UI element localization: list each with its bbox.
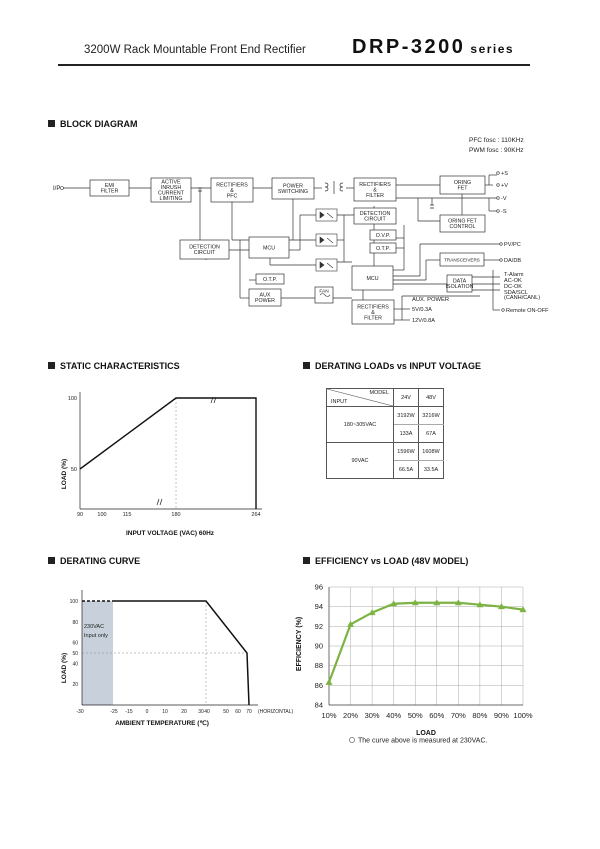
annotation-line2: Input only (84, 633, 108, 639)
block-label: ORING FET (448, 218, 477, 225)
x-tick-label: 70 (246, 709, 252, 715)
block-label: CURRENT (158, 190, 184, 197)
block-label: DATA (452, 278, 467, 285)
block-label: FILTER (100, 188, 119, 195)
derating-y-label: LOAD (%) (61, 652, 68, 684)
model-title (352, 36, 514, 59)
section-square-icon (303, 362, 310, 369)
x-tick-label: 115 (122, 512, 132, 518)
x-tick-label: -30 (76, 709, 84, 715)
amps-cell: 33.5A (419, 461, 444, 479)
x-tick-label: 30% (364, 711, 380, 720)
y-tick-label: 86 (314, 680, 323, 690)
efficiency-chart (290, 576, 540, 776)
block-label: O.T.P. (262, 276, 278, 283)
x-tick-label: 100% (513, 711, 533, 720)
block-label: MCU (366, 275, 379, 282)
static-characteristics-chart (0, 380, 300, 545)
x-tick-label: 20% (343, 711, 359, 720)
block-label: SWITCHING (277, 189, 309, 196)
block-label: EMI (104, 183, 115, 190)
y-tick-label: 90 (314, 641, 323, 651)
efficiency-title: EFFICIENCY vs LOAD (48V MODEL) (315, 556, 469, 566)
block-label: RECTIFIERS (359, 181, 391, 188)
x-axis-suffix: (HORIZONTAL) (258, 709, 294, 715)
derating-table (326, 388, 444, 479)
block-label: RECTIFIERS (216, 182, 248, 189)
x-tick-label: 0 (145, 709, 149, 715)
x-tick-label: 60 (235, 709, 241, 715)
watts-cell: 3216W (419, 407, 444, 425)
block-label: FAN (319, 289, 329, 295)
y-tick-label: 40 (72, 661, 78, 668)
watts-cell: 3192W (394, 407, 419, 425)
block-label: ACTIVE (161, 179, 181, 186)
output-terminal (497, 197, 500, 200)
static-x-label: INPUT VOLTAGE (VAC) 60Hz (125, 530, 215, 537)
output-label: AC-OK (504, 278, 522, 284)
output-label: -V (501, 196, 507, 202)
input-header: INPUT (331, 399, 348, 405)
annotation-line1: 230VAC (84, 624, 105, 630)
output-label: PV/PC (504, 242, 521, 248)
optocoupler-icons (316, 209, 337, 271)
model-series: series (470, 42, 515, 56)
x-tick-label: 50% (407, 711, 423, 720)
block-label: CONTROL (449, 224, 476, 231)
y-tick-label: 20 (72, 682, 78, 689)
output-label: +V (501, 183, 508, 189)
block-diagram-heading (48, 119, 138, 129)
table-row (327, 407, 444, 425)
block-label: DETECTION (189, 244, 220, 251)
x-tick-label: 80% (472, 711, 488, 720)
efficiency-y-label: EFFICIENCY (%) (296, 616, 303, 672)
section-square-icon (303, 557, 310, 564)
output-terminal (500, 259, 503, 262)
block-label: CIRCUIT (364, 216, 386, 223)
x-tick-label: 30 (198, 709, 204, 715)
block-diagram (0, 160, 600, 335)
section-square-icon (48, 120, 55, 127)
x-tick-label: 50 (223, 709, 229, 715)
y-tick-label: 96 (314, 582, 323, 592)
x-tick-label: 60% (429, 711, 445, 720)
efficiency-x-label: LOAD (416, 730, 436, 737)
block-label: TRANSCEIVERS (444, 257, 480, 263)
block-label: & (371, 309, 375, 316)
block-label: INRUSH (160, 185, 182, 192)
block-label: MCU (262, 245, 276, 252)
input-terminal-label: I/P (53, 186, 61, 192)
input-terminal (61, 187, 64, 190)
x-tick-label: 20 (181, 709, 187, 715)
output-label: +S (501, 171, 508, 177)
pwm-fosc: PWM fosc : 90KHz (469, 147, 524, 154)
derating-curve-heading (48, 556, 140, 566)
table-header-row (327, 389, 444, 407)
input-range-cell: 90VAC (327, 443, 394, 479)
y-tick-label: 88 (314, 661, 323, 671)
model-header: MODEL (369, 390, 389, 396)
x-tick-label: 90 (76, 512, 84, 518)
block-label: FILTER (364, 315, 382, 322)
block-label: ORING (453, 180, 472, 187)
model-name: DRP-3200 (352, 36, 466, 58)
block-label: FILTER (366, 192, 384, 199)
header-divider (58, 64, 530, 66)
section-square-icon (48, 362, 55, 369)
block-label: PFC (226, 193, 238, 200)
output-terminal (500, 243, 503, 246)
data-point-marker (326, 679, 333, 685)
block-label: DETECTION (359, 211, 391, 218)
table-row (327, 443, 444, 461)
output-label: DC-OK (504, 284, 523, 290)
x-tick-label: 180 (171, 512, 181, 518)
document-subtitle: 3200W Rack Mountable Front End Rectifier (84, 44, 306, 56)
block-label: POWER (282, 183, 304, 190)
copyright-circle-icon (349, 737, 354, 742)
x-tick-label: -15 (125, 709, 133, 715)
output-label: Remote ON-OFF (506, 308, 549, 314)
aux-output-12v: 12V/0.8A (412, 318, 436, 324)
x-tick-label: 100 (97, 512, 107, 518)
block-label: AUX (259, 292, 271, 299)
output-label: T-Alarm (504, 272, 524, 278)
static-y-label: LOAD (%) (61, 458, 68, 490)
y-tick-label: 92 (314, 621, 323, 631)
pfc-fosc: PFC fosc : 110KHz (469, 137, 524, 144)
block-label: CIRCUIT (193, 250, 216, 257)
output-terminal (502, 309, 505, 312)
y-tick-label: 80 (72, 619, 78, 626)
static-title: STATIC CHARACTERISTICS (60, 361, 180, 371)
derating-series-1 (113, 601, 249, 705)
aux-power-label: AUX. POWER (412, 297, 450, 303)
x-tick-label: 90% (493, 711, 509, 720)
amps-cell: 66.5A (394, 461, 419, 479)
x-tick-label: 10% (321, 711, 337, 720)
output-label: DA/DB (504, 258, 522, 264)
x-tick-label: 40 (204, 709, 210, 715)
amps-cell: 67A (419, 425, 444, 443)
x-tick-label: -25 (110, 709, 118, 715)
model-24v-header: 24V (394, 389, 419, 407)
output-label: (CANH/CANL) (504, 295, 541, 301)
static-load-line (80, 398, 256, 509)
y-tick-label: 84 (314, 700, 323, 710)
watts-cell: 1608W (419, 443, 444, 461)
block-label: RECTIFIERS (357, 304, 389, 311)
derating-table-title: DERATING LOADs vs INPUT VOLTAGE (315, 361, 482, 371)
block-label: FET (457, 185, 468, 192)
efficiency-heading (303, 556, 468, 566)
y-tick-label: 94 (314, 602, 323, 612)
watts-cell: 1596W (394, 443, 419, 461)
block-label: & (230, 187, 234, 194)
output-terminal (497, 210, 500, 213)
block-label: & (373, 187, 377, 194)
output-terminal (497, 172, 500, 175)
derating-curve-title: DERATING CURVE (60, 556, 141, 566)
x-tick-label: 10 (162, 709, 168, 715)
efficiency-line (329, 603, 523, 683)
block-diagram-title: BLOCK DIAGRAM (60, 119, 138, 129)
axis-break-icons (157, 397, 216, 505)
section-square-icon (48, 557, 55, 564)
block-label: ISOLATION (445, 284, 474, 291)
input-range-cell: 180~305VAC (327, 407, 394, 443)
block-label: LIMITING (159, 196, 183, 203)
x-tick-label: 40% (386, 711, 402, 720)
derating-x-label: AMBIENT TEMPERATURE (℃) (115, 720, 209, 727)
static-heading (48, 361, 180, 371)
derating-curve-chart (0, 580, 300, 730)
y-tick-label: 100 (67, 396, 77, 402)
y-tick-label: 50 (70, 467, 77, 473)
y-tick-label: 100 (69, 599, 78, 605)
block-label: O.T.P. (375, 245, 391, 252)
efficiency-note: The curve above is measured at 230VAC. (358, 737, 488, 745)
output-terminal (497, 184, 500, 187)
aux-output-5v: 5V/0.3A (412, 307, 432, 313)
output-label: SDA/SCL (504, 290, 528, 296)
amps-cell: 133A (394, 425, 419, 443)
y-tick-label: 50 (72, 651, 78, 657)
x-tick-label: 264 (251, 512, 261, 518)
table-corner-cell (327, 389, 394, 407)
y-tick-label: 60 (72, 640, 78, 647)
block-label: O.V.P. (375, 232, 391, 239)
model-48v-header: 48V (419, 389, 444, 407)
derating-table-heading (303, 361, 481, 371)
x-tick-label: 70% (450, 711, 466, 720)
block-label: POWER (254, 298, 276, 305)
output-label: -S (501, 209, 507, 215)
